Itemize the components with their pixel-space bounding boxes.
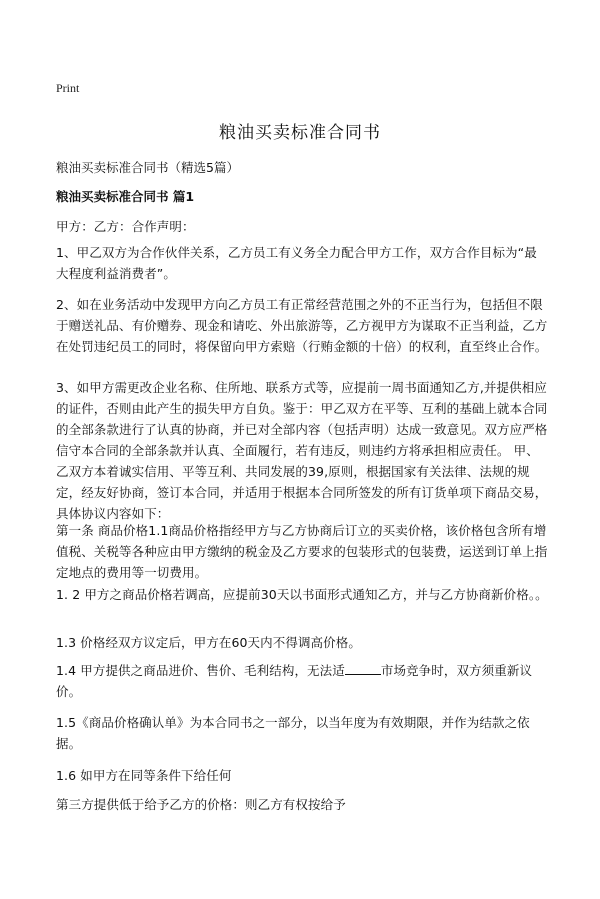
paragraph-clause-3: 3、如甲方需更改企业名称、住所地、联系方式等，应提前一周书面通知乙方,并提供相应的证件，否则由此产生的损失甲方自负。鉴于：甲乙双方在平等、互利的基础上就本合同的全部条款进行了认真的协商，并已对全部内容（包括声明）达成一致意见。双方应严格信守本合同的全部条款并认真、全面履行，若有违反，则违约方将承担相应责任。 甲、乙双方本着诚实信用、平等互利、共同发展的39,原则，根据国家有关法律、法规的规定，经友好协商，签订本合同，并适用于根据本合同所签发的所有订货单项下商品交易，具体协议内容如下： xyxy=(56,380,548,521)
paragraph-1-4 xyxy=(56,660,548,702)
paragraph-1-3: 1.3 价格经双方议定后，甲方在60天内不得调高价格。 xyxy=(56,635,361,650)
paragraph-1-4-part-b: 市场竞争时，双方须重新议价。 xyxy=(56,663,533,699)
page-title: 粮油买卖标准合同书 xyxy=(219,123,381,143)
paragraph-1-5: 1.5《商品价格确认单》为本合同书之一部分，以当年度为有效期限，并作为结款之依据。 xyxy=(56,715,530,751)
paragraph-article-1: 第一条 商品价格1.1商品价格指经甲方与乙方协商后订立的买卖价格，该价格包含所有增值税、关税等各种应由甲方缴纳的税金及乙方要求的包装形式的包装费，运送到订单上指定地点的费用等一切费用。 xyxy=(56,523,548,580)
document-subtitle: 粮油买卖标准合同书（精选5篇） xyxy=(56,160,239,175)
section-heading: 粮油买卖标准合同书 篇1 xyxy=(56,189,195,204)
paragraph-clause-2: 2、如在业务活动中发现甲方向乙方员工有正常经营范围之外的不正当行为，包括但不限于赠送礼品、有价赠券、现金和请吃、外出旅游等，乙方视甲方为谋取不正当利益，乙方在处罚违纪员工的同时，将保留向甲方索赔（行贿金额的十倍）的权利，直至终止合作。 xyxy=(56,297,548,354)
paragraph-1-4-part-a: 1.4 甲方提供之商品进价、售价、毛利结构，无法适 xyxy=(56,663,345,678)
paragraph-clause-1: 1、甲乙双方为合作伙伴关系，乙方员工有义务全力配合甲方工作，双方合作目标为“最大程度利益消费者”。 xyxy=(56,245,537,281)
print-link[interactable]: Print xyxy=(56,81,80,95)
paragraph-1-2: 1. 2 甲方之商品价格若调高，应提前30天以书面形式通知乙方，并与乙方协商新价格。。 xyxy=(56,587,548,602)
paragraph-1-6: 1.6 如甲方在同等条件下给任何 xyxy=(56,768,232,783)
paragraph-third-party: 第三方提供低于给予乙方的价格：则乙方有权按给予 xyxy=(56,797,346,812)
paragraph-parties: 甲方：乙方：合作声明： xyxy=(56,219,195,234)
fill-in-blank xyxy=(345,662,381,675)
